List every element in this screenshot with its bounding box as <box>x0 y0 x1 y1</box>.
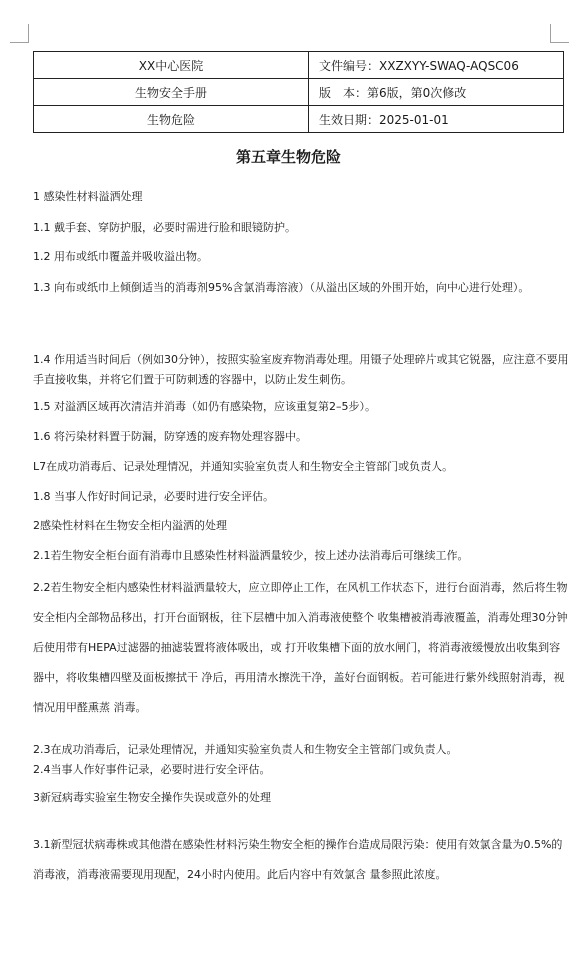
page-corner-mark-left <box>10 24 29 43</box>
paragraph: 1.3 向布或纸巾上倾倒适当的消毒剂95%含氯消毒溶液）（从溢出区域的外围开始，向中心进行处理）。 <box>33 281 530 294</box>
paragraph: 1.4 作用适当时间后（例如30分钟），按照实验室废弃物消毒处理。用镊子处理碎片或其它锐器，应注意不要用手直接收集，并将它们置于可防刺透的容器中，以防止发生刺伤。 <box>33 353 569 386</box>
paragraph: 1.6 将污染材料置于防漏，防穿透的废弃物处理容器中。 <box>33 430 307 443</box>
paragraph: 2.4当事人作好事件记录，必要时进行安全评估。 <box>33 763 271 776</box>
chapter-title: 第五章生物危险 <box>235 148 341 166</box>
hospital-name: XX中心医院 <box>34 52 309 79</box>
section-name: 生物危险 <box>34 106 309 133</box>
header-row <box>34 52 564 79</box>
paragraph: 2.1若生物安全柜台面有消毒巾且感染性材料溢洒量较少，按上述办法消毒后可继续工作。 <box>33 549 469 562</box>
version-info: 版 本：第6版，第0次修改 <box>309 79 564 106</box>
effective-date: 生效日期：2025-01-01 <box>309 106 564 133</box>
paragraph: 1.5 对溢洒区域再次清洁并消毒（如仍有感染物，应该重复第2–5步）。 <box>33 400 376 413</box>
paragraph: 2.2若生物安全柜内感染性材料溢洒量较大，应立即停止工作，在风机工作状态下，进行台面消毒，然后将生物安全柜内全部物品移出，打开台面钢板，往下层槽中加入消毒液使整个 收集槽被消毒液覆盖，消毒处理30分钟后使用带有HEPA过滤器的抽滤装置将液体吸出，或 打开收集槽下面的放水闸门，将消毒液缓慢放出收集到容器中，将收集槽四壁及面板擦拭干 净后，再用清水擦洗干净，盖好台面钢板。若可能进行紫外线照射消毒，视情况用甲醛熏蒸 消毒。 <box>33 581 568 714</box>
section-heading: 2感染性材料在生物安全柜内溢洒的处理 <box>33 519 227 532</box>
paragraph: 1.1 戴手套、穿防护服，必要时需进行脸和眼镜防护。 <box>33 221 296 234</box>
document-number: 文件编号：XXZXYY-SWAQ-AQSC06 <box>309 52 564 79</box>
paragraph: 1.8 当事人作好时间记录，必要时进行安全评估。 <box>33 490 274 503</box>
header-row <box>34 79 564 106</box>
document-header-table <box>33 51 564 133</box>
paragraph: L7在成功消毒后、记录处理情况，并通知实验室负责人和生物安全主管部门或负责人。 <box>33 460 454 473</box>
paragraph: 1.2 用布或纸巾覆盖并吸收溢出物。 <box>33 250 208 263</box>
paragraph: 2.3在成功消毒后，记录处理情况，并通知实验室负责人和生物安全主管部门或负责人。 <box>33 743 458 756</box>
paragraph: 3.1新型冠状病毒株或其他潜在感染性材料污染生物安全柜的操作台造成局限污染：使用有效氯含量为0.5%的消毒液，消毒液需要现用现配，24小时内使用。此后内容中有效氯含 量参照此浓度。 <box>33 838 563 881</box>
header-row <box>34 106 564 133</box>
page-corner-mark-right <box>550 24 569 43</box>
section-heading: 3新冠病毒实验室生物安全操作失误或意外的处理 <box>33 791 271 804</box>
manual-name: 生物安全手册 <box>34 79 309 106</box>
section-heading: 1 感染性材料溢洒处理 <box>33 190 143 203</box>
